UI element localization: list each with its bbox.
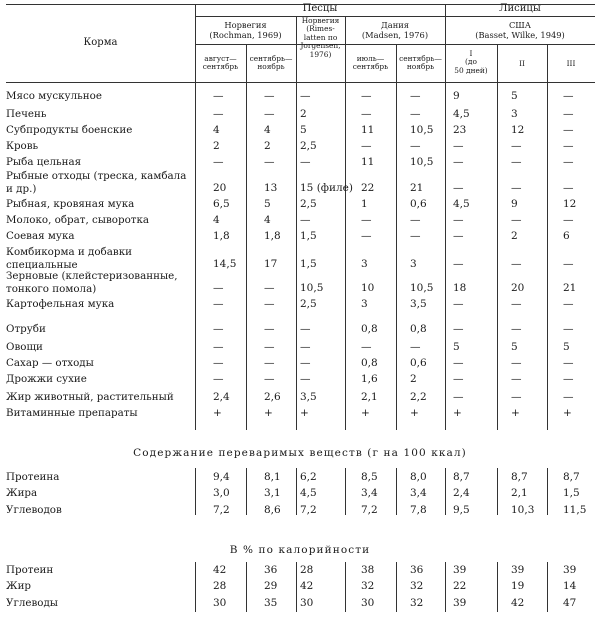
rule-groups-under [195, 44, 595, 45]
feed-row-value: 10,5 [300, 282, 324, 294]
feed-row-value: — [511, 182, 522, 194]
feed-row-value: 12 [563, 198, 577, 210]
feed-row-value: 1,8 [213, 230, 230, 242]
feed-row-label: Кровь [6, 140, 39, 152]
calories-row-value: 22 [453, 580, 467, 592]
column-rule [396, 82, 397, 430]
feed-row-value: 4 [213, 124, 220, 136]
header-lisitsy: Лисицы [499, 3, 541, 14]
feed-row-value: 5 [264, 198, 271, 210]
feed-row-label: Витаминные препараты [6, 407, 138, 419]
digestible-caption: Содержание переваримых веществ (г на 100 ккал) [133, 447, 467, 459]
feed-row-value: — [563, 323, 574, 335]
digestible-row-value: 7,2 [213, 504, 230, 516]
feed-row-value: 11 [361, 124, 375, 136]
feed-row-value: 14,5 [213, 258, 237, 270]
feed-row-value: 2,5 [300, 298, 317, 310]
column-rule [296, 468, 297, 515]
feed-row-value: — [563, 298, 574, 310]
calories-row-value: 39 [453, 564, 467, 576]
calories-row-label: Углеводы [6, 597, 59, 609]
header-col-4: июль— сентябрь [352, 54, 389, 72]
feed-row-value: + [453, 407, 462, 419]
feed-row-value: — [361, 108, 372, 120]
calories-row-value: 39 [453, 597, 467, 609]
feed-row-value: — [300, 341, 311, 353]
feed-row-label: Печень [6, 108, 47, 120]
feed-row-value: 2 [213, 140, 220, 152]
feed-row-value: 6 [563, 230, 570, 242]
digestible-row-label: Жира [6, 487, 38, 499]
calories-row-value: 28 [300, 564, 314, 576]
digestible-row-label: Протеина [6, 471, 60, 483]
calories-row-value: 39 [563, 564, 577, 576]
feed-row-value: 20 [511, 282, 525, 294]
feed-row-value: + [410, 407, 419, 419]
feed-row-value: — [511, 258, 522, 270]
feed-row-value: — [453, 214, 464, 226]
feed-row-value: 5 [511, 90, 518, 102]
feed-row-value: — [563, 373, 574, 385]
feed-row-value: — [563, 182, 574, 194]
feed-row-value: — [264, 298, 275, 310]
feed-row-value: 2 [410, 373, 417, 385]
digestible-row-value: 3,1 [264, 487, 281, 499]
feed-row-value: — [563, 90, 574, 102]
feed-row-value: — [453, 298, 464, 310]
feed-row-label: Дрожжи сухие [6, 373, 87, 385]
calories-row-value: 42 [300, 580, 314, 592]
digestible-row-value: 8,5 [361, 471, 378, 483]
digestible-row-value: 6,2 [300, 471, 317, 483]
column-rule [246, 562, 247, 612]
feed-row-label: Субпродукты боенские [6, 124, 133, 136]
feed-row-value: — [213, 108, 224, 120]
digestible-row-value: 9,5 [453, 504, 470, 516]
feed-row-value: — [264, 323, 275, 335]
feed-row-value: 0,8 [361, 323, 378, 335]
feed-row-value: 9 [453, 90, 460, 102]
column-rule [195, 562, 196, 612]
digestible-row-value: 1,5 [563, 487, 580, 499]
feed-row-value: 3,5 [300, 391, 317, 403]
feed-row-value: — [563, 124, 574, 136]
header-pestsy: Песцы [302, 3, 338, 14]
feed-row-value: 2 [511, 230, 518, 242]
feed-row-label: Картофельная мука [6, 298, 115, 310]
feed-row-value: — [361, 140, 372, 152]
rule-header-bottom [6, 82, 595, 83]
feed-row-value: 2 [264, 140, 271, 152]
feed-row-value: — [453, 140, 464, 152]
feed-row-value: — [511, 357, 522, 369]
feed-row-label: Отруби [6, 323, 46, 335]
feed-row-value: 23 [453, 124, 467, 136]
digestible-row-value: 2,4 [453, 487, 470, 499]
feed-row-value: — [213, 323, 224, 335]
feed-row-value: 2,2 [410, 391, 427, 403]
feed-row-value: — [563, 357, 574, 369]
feed-row-value: 4 [264, 124, 271, 136]
feed-row-value: 3,5 [410, 298, 427, 310]
column-rule [195, 468, 196, 515]
calories-row-value: 39 [511, 564, 525, 576]
feed-row-label: Рыбная, кровяная мука [6, 198, 135, 210]
feed-row-value: — [361, 341, 372, 353]
feed-row-value: — [361, 230, 372, 242]
feed-row-value: — [453, 391, 464, 403]
feed-row-value: 22 [361, 182, 375, 194]
feed-row-value: — [511, 298, 522, 310]
feed-row-value: + [511, 407, 520, 419]
header-korma: Корма [83, 37, 118, 48]
header-col-1: август— сентябрь [202, 54, 239, 72]
digestible-row-value: 2,1 [511, 487, 528, 499]
digestible-row-value: 7,2 [300, 504, 317, 516]
feed-row-label: Молоко, обрат, сыворотка [6, 214, 150, 226]
feed-row-value: — [511, 323, 522, 335]
digestible-row-value: 10,3 [511, 504, 535, 516]
feed-row-value: 17 [264, 258, 278, 270]
feed-row-value: — [563, 258, 574, 270]
digestible-row-value: 11,5 [563, 504, 587, 516]
column-rule [246, 468, 247, 515]
feed-row-value: — [264, 156, 275, 168]
digestible-row-value: 4,5 [300, 487, 317, 499]
feed-row-value: — [213, 156, 224, 168]
feed-row-value: — [511, 156, 522, 168]
calories-row-value: 38 [361, 564, 375, 576]
feed-row-value: — [300, 90, 311, 102]
feed-row-value: 2,6 [264, 391, 281, 403]
column-rule [345, 562, 346, 612]
feed-row-value: — [264, 90, 275, 102]
feed-row-value: 1,6 [361, 373, 378, 385]
feed-row-label: Соевая мука [6, 230, 75, 242]
feed-row-value: + [213, 407, 222, 419]
feed-row-label: Жир животный, растительный [6, 391, 174, 403]
feed-row-value: 11 [361, 156, 375, 168]
column-rule [296, 562, 297, 612]
feed-row-value: — [453, 323, 464, 335]
header-group-norway-1969: Норвегия (Rochman, 1969) [209, 20, 282, 40]
feed-row-value: 1,5 [300, 230, 317, 242]
feed-row-value: 21 [563, 282, 577, 294]
feed-row-value: — [410, 90, 421, 102]
feed-row-value: 2,5 [300, 140, 317, 152]
calories-row-value: 35 [264, 597, 278, 609]
feed-row-value: — [213, 298, 224, 310]
feed-row-value: — [361, 90, 372, 102]
feed-row-value: 5 [511, 341, 518, 353]
rule-pestsy-under [195, 16, 595, 17]
digestible-row-value: 3,4 [410, 487, 427, 499]
feed-row-value: — [511, 140, 522, 152]
feed-row-value: — [511, 214, 522, 226]
feed-row-value: 21 [410, 182, 424, 194]
column-rule [497, 562, 498, 612]
feed-row-value: 1,5 [300, 258, 317, 270]
feed-row-value: — [453, 357, 464, 369]
feed-row-value: — [453, 373, 464, 385]
column-rule [195, 82, 196, 430]
feed-row-value: — [563, 156, 574, 168]
feed-row-value: — [264, 282, 275, 294]
feed-row-value: — [213, 341, 224, 353]
feed-row-value: 1 [361, 198, 368, 210]
calories-row-value: 29 [264, 580, 278, 592]
feed-row-value: 6,5 [213, 198, 230, 210]
feed-row-label: Рыбные отходы (треска, камбала и др.) [6, 170, 187, 195]
header-group-norway-1976: Норвегия (Rimes- latten по Jorgensen, 1976) [300, 16, 341, 59]
calories-row-value: 30 [300, 597, 314, 609]
feed-row-value: 0,8 [361, 357, 378, 369]
feed-row-value: 0,8 [410, 323, 427, 335]
feed-row-value: + [264, 407, 273, 419]
calories-caption: В % по калорийности [229, 544, 371, 556]
header-group-denmark: Дания (Madsen, 1976) [361, 20, 429, 40]
feed-row-value: 12 [511, 124, 525, 136]
calories-row-value: 28 [213, 580, 227, 592]
feed-row-value: 9 [511, 198, 518, 210]
column-rule [345, 468, 346, 515]
feed-row-value: — [213, 90, 224, 102]
feed-row-value: — [511, 373, 522, 385]
column-rule [445, 468, 446, 515]
column-rule [246, 82, 247, 430]
feed-row-value: 4,5 [453, 198, 470, 210]
feed-row-value: — [563, 108, 574, 120]
feed-row-value: 10 [361, 282, 375, 294]
feed-row-value: 0,6 [410, 357, 427, 369]
feed-row-value: 10,5 [410, 156, 434, 168]
column-rule [547, 82, 548, 430]
feed-row-value: — [410, 230, 421, 242]
digestible-row-value: 7,8 [410, 504, 427, 516]
feed-row-value: — [264, 108, 275, 120]
calories-row-value: 32 [410, 580, 424, 592]
feed-row-value: 10,5 [410, 282, 434, 294]
feed-row-value: — [264, 357, 275, 369]
feed-row-value: — [300, 323, 311, 335]
digestible-row-value: 8,1 [264, 471, 281, 483]
feed-row-value: 10,5 [410, 124, 434, 136]
column-rule [345, 82, 346, 430]
calories-row-value: 14 [563, 580, 577, 592]
feed-row-value: — [453, 156, 464, 168]
digestible-row-label: Углеводов [6, 504, 62, 516]
feed-row-value: — [410, 140, 421, 152]
feed-row-value: 3 [361, 258, 368, 270]
feed-row-value: — [300, 156, 311, 168]
feed-row-value: — [563, 140, 574, 152]
digestible-row-value: 8,6 [264, 504, 281, 516]
feed-row-value: 18 [453, 282, 467, 294]
feed-row-label: Сахар — отходы [6, 357, 94, 369]
calories-row-label: Протеин [6, 564, 54, 576]
column-rule [497, 82, 498, 430]
calories-row-value: 32 [410, 597, 424, 609]
digestible-row-value: 3,0 [213, 487, 230, 499]
feed-row-value: 2,5 [300, 198, 317, 210]
digestible-row-value: 8,7 [511, 471, 528, 483]
feed-row-value: 5 [300, 124, 307, 136]
feed-row-value: 15 (филе) [300, 182, 353, 194]
feed-row-value: + [300, 407, 309, 419]
feed-row-value: 0,6 [410, 198, 427, 210]
feed-row-value: — [300, 357, 311, 369]
feed-row-value: 2 [300, 108, 307, 120]
header-col-7: II [519, 59, 525, 68]
calories-row-label: Жир [6, 580, 32, 592]
feed-row-value: — [563, 391, 574, 403]
calories-row-value: 47 [563, 597, 577, 609]
feed-row-value: 5 [453, 341, 460, 353]
feed-row-value: — [213, 373, 224, 385]
feed-row-value: — [300, 373, 311, 385]
feed-row-value: 3 [511, 108, 518, 120]
feed-row-value: 13 [264, 182, 278, 194]
digestible-row-value: 8,7 [453, 471, 470, 483]
feed-row-value: — [213, 357, 224, 369]
column-rule [497, 468, 498, 515]
feed-row-value: — [563, 214, 574, 226]
column-rule [445, 562, 446, 612]
header-col-8: III [566, 59, 576, 68]
feed-row-value: 5 [563, 341, 570, 353]
feed-row-value: + [361, 407, 370, 419]
feed-row-value: — [213, 282, 224, 294]
feed-row-value: — [410, 108, 421, 120]
header-col-5: сентябрь— ноябрь [399, 54, 442, 72]
feed-row-value: 2,1 [361, 391, 378, 403]
feed-row-value: 4 [264, 214, 271, 226]
feed-row-value: 20 [213, 182, 227, 194]
feed-row-value: — [453, 258, 464, 270]
feed-row-label: Рыба цельная [6, 156, 82, 168]
digestible-row-value: 9,4 [213, 471, 230, 483]
feed-row-value: — [361, 214, 372, 226]
feed-row-label: Зерновые (клейстеризованные, тонкого помола) [6, 270, 178, 295]
feed-row-value: — [264, 341, 275, 353]
calories-row-value: 19 [511, 580, 525, 592]
feed-row-value: — [264, 373, 275, 385]
digestible-row-value: 7,2 [361, 504, 378, 516]
feed-row-value: — [453, 230, 464, 242]
column-rule [547, 562, 548, 612]
feed-row-value: — [511, 391, 522, 403]
feed-row-value: — [410, 214, 421, 226]
calories-row-value: 32 [361, 580, 375, 592]
header-group-usa: США (Basset, Wilke, 1949) [475, 20, 565, 40]
column-rule [396, 468, 397, 515]
digestible-row-value: 8,7 [563, 471, 580, 483]
feed-row-value: 2,4 [213, 391, 230, 403]
digestible-row-value: 3,4 [361, 487, 378, 499]
calories-row-value: 36 [264, 564, 278, 576]
calories-row-value: 30 [213, 597, 227, 609]
calories-row-value: 42 [213, 564, 227, 576]
calories-row-value: 30 [361, 597, 375, 609]
feed-row-value: 1,8 [264, 230, 281, 242]
feed-row-value: — [453, 182, 464, 194]
column-rule [547, 468, 548, 515]
feed-row-value: 4 [213, 214, 220, 226]
feed-row-value: 3 [361, 298, 368, 310]
feed-row-value: + [563, 407, 572, 419]
header-col-2: сентябрь— ноябрь [249, 54, 293, 72]
column-rule [445, 82, 446, 430]
feed-row-value: — [410, 341, 421, 353]
feed-row-label: Комбикорма и добавки специальные [6, 246, 132, 271]
column-rule [396, 562, 397, 612]
header-col-6: I (до 50 дней) [454, 49, 488, 75]
column-rule [296, 82, 297, 430]
feed-row-value: 4,5 [453, 108, 470, 120]
digestible-row-value: 8,0 [410, 471, 427, 483]
calories-row-value: 42 [511, 597, 525, 609]
calories-row-value: 36 [410, 564, 424, 576]
feed-row-label: Мясо мускульное [6, 90, 102, 102]
feed-row-value: — [300, 214, 311, 226]
feed-row-value: 3 [410, 258, 417, 270]
feed-row-label: Овощи [6, 341, 43, 353]
